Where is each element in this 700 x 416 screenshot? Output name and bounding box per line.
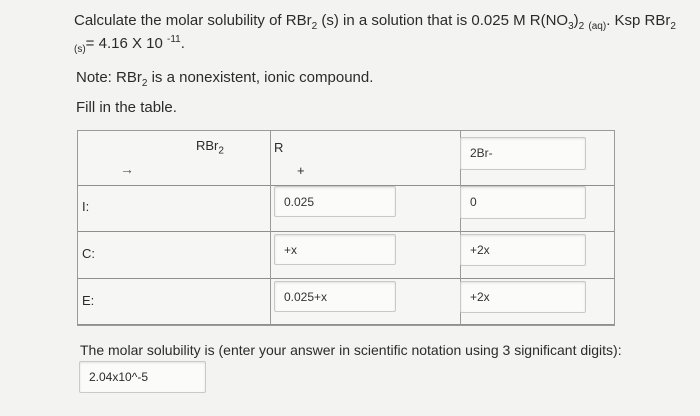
ksp-value: = 4.16 X 10 (85, 35, 163, 52)
subscript: (s) (74, 44, 86, 55)
field-value: 0.025 (284, 195, 315, 209)
subscript: 2 (141, 78, 148, 89)
question-note (76, 69, 373, 89)
plus-sign: + (297, 163, 305, 178)
period: . (180, 35, 185, 52)
header-rbr2 (196, 138, 224, 157)
field-value: 0.025+x (284, 290, 328, 304)
subscript: 2 (218, 145, 224, 157)
field-value: +x (284, 243, 298, 257)
prompt-text: (s) in a solution that is 0.025 M R(NO (317, 12, 569, 29)
field-value: +2x (470, 243, 490, 257)
initial-br-field[interactable] (460, 186, 586, 219)
initial-r-field[interactable] (274, 186, 396, 217)
header-2br-field[interactable] (460, 137, 586, 170)
row-divider (78, 278, 614, 279)
prompt-text: Calculate the molar solubility of RBr (74, 12, 312, 29)
question-prompt: Calculate the molar solubility of RBr$_2$ (s) in a solution that is 0.025 M $R(NO_3)_2$ $_{(aq)}$. Ksp RBr$_2$ (74, 12, 676, 32)
header-r: R (274, 140, 284, 155)
row-label-initial: I: (82, 199, 90, 214)
ice-table (77, 130, 615, 326)
answer-prompt: The molar solubility is (enter your answer in scientific notation using 3 significant digits): (80, 342, 622, 358)
subscript: (aq) (588, 21, 607, 32)
row-label-equilibrium: E: (82, 293, 95, 308)
note-text: is a nonexistent, ionic compound. (147, 69, 374, 86)
equilibrium-r-field[interactable] (274, 281, 396, 312)
row-label-change: C: (82, 246, 95, 261)
molar-solubility-input[interactable] (79, 361, 206, 393)
equilibrium-br-field[interactable] (460, 281, 586, 313)
subscript: 3 (568, 21, 574, 32)
reaction-arrow-icon: → (120, 161, 134, 177)
field-value: 2.04x10^-5 (89, 370, 149, 384)
exponent: -11 (167, 34, 181, 45)
row-divider (78, 231, 614, 232)
subscript: 2 (311, 21, 318, 32)
change-r-field[interactable] (274, 234, 396, 265)
header-text: RBr (196, 138, 219, 153)
subscript: 2 (670, 21, 676, 32)
column-divider (270, 131, 271, 325)
row-divider (78, 324, 614, 325)
note-text: Note: RBr (76, 69, 142, 86)
field-value: 0 (470, 195, 477, 209)
question-ksp-value (74, 34, 185, 55)
field-value: +2x (470, 290, 490, 304)
prompt-text: . Ksp RBr (606, 12, 671, 29)
instruction-text: Fill in the table. (76, 99, 177, 116)
field-value: 2Br- (470, 146, 493, 160)
change-br-field[interactable] (460, 234, 586, 266)
